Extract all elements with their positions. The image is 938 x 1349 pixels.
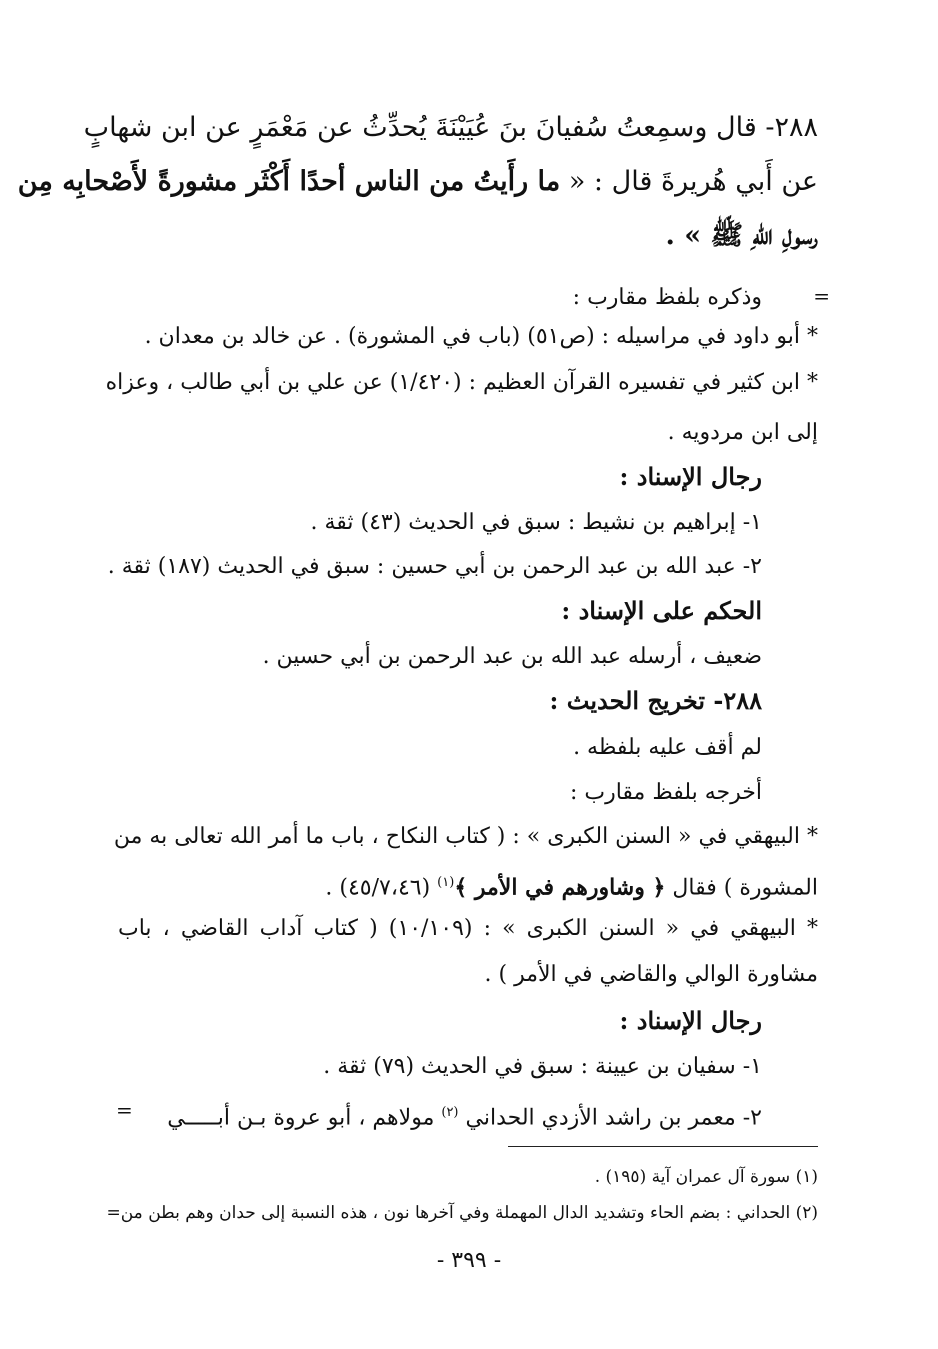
rijal-2-item-2-suffix: مولاهم ، أبو عروة بـن أبـــــي (167, 1105, 442, 1131)
bayhaqi-1-line-a: * البيهقي في « السنن الكبرى » : ( كتاب النكاح ، باب ما أمر الله تعالى به من (113, 824, 818, 849)
takhrij-heading: ٢٨٨- تخريج الحديث : (549, 686, 762, 715)
footnote-2: (٢) الحداني : بضم الحاء وتشديد الدال المهملة وفي آخرها نون ، هذه النسبة إلى حدان وهم بطن من= (106, 1203, 818, 1223)
rijal-2-item-2-prefix: ٢- معمر بن راشد الأزدي الحداني (458, 1105, 762, 1131)
bayhaqi-2-line-b: مشاورة الوالي والقاضي في الأمر ) . (484, 962, 818, 987)
bayhaqi-2-line-a: * البيهقي في « السنن الكبرى » : (١٠/١٠٩) ( كتاب آداب القاضي ، باب (118, 916, 819, 941)
akhrajahu-text: أخرجه بلفظ مقارب : (569, 780, 762, 805)
abu-dawud-reference: * أبو داود في مراسيله : (ص٥١) (باب في المشورة) . عن خالد بن معدان . (144, 324, 818, 349)
lam-aqif-text: لم أقف عليه بلفظه . (573, 735, 762, 760)
footnote-separator (508, 1146, 818, 1147)
hukm-heading: الحكم على الإسناد : (561, 596, 762, 625)
footnote-marker-2: (٢) (441, 1105, 459, 1120)
hadith-narrator: عن أَبي هُريرةَ قال : « (560, 166, 818, 197)
rijal-1-item-1: ١- إبراهيم بن نشيط : سبق في الحديث (٤٣) ثقة . (310, 510, 762, 535)
footnote-1: (١) سورة آل عمران آية (١٩٥) . (594, 1167, 818, 1187)
rijal-1-item-2: ٢- عبد الله بن عبد الرحمن بن أبي حسين : سبق في الحديث (١٨٧) ثقة . (107, 554, 762, 579)
rijal-heading-1: رجال الإسناد : (619, 462, 762, 491)
ibn-kathir-reference-2: إلى ابن مردويه . (667, 420, 818, 445)
continuation-mark-bottom: = (116, 1098, 133, 1122)
page-number: - ٣٩٩ - (436, 1248, 502, 1273)
bayhaqi-1-prefix: المشورة ) فقال (665, 875, 818, 901)
ibn-kathir-reference-1: * ابن كثير في تفسيره القرآن العظيم : (١/٤٢٠) عن علي بن أبي طالب ، وعزاه (105, 370, 818, 395)
bayhaqi-1-suffix: (٤٥/٧،٤٦) . (325, 875, 438, 901)
quran-quote: ﴿ وشاورهم في الأمر ﴾ (454, 874, 666, 901)
hadith-line-1 (83, 108, 818, 148)
rijal-heading-2: رجال الإسناد : (619, 1006, 762, 1035)
hadith-number-text: ٢٨٨- قال وسمِعتُ سُفيانَ بنَ عُيَيْنَةَ يُحدِّثُ عن مَعْمَرٍ عن ابن شهابٍ (83, 112, 818, 143)
hadith-line-3: رسولِ اللهِ ﷺ » . (665, 220, 818, 251)
rijal-2-item-1: ١- سفيان بن عيينة : سبق في الحديث (٧٩) ثقة . (323, 1054, 762, 1079)
hukm-text: ضعيف ، أرسله عبد الله بن عبد الرحمن بن أبي حسين . (262, 644, 762, 669)
continuation-mark: = (813, 284, 830, 308)
rijal-2-item-2 (167, 1098, 762, 1133)
hadith-quote: ما رأَيتُ من الناس أحدًا أَكْثَر مشورةً لأَصْحابِه مِن (17, 166, 561, 197)
commentary-intro: وذكره بلفظ مقارب : (572, 285, 762, 310)
footnote-marker-1: (١) (437, 875, 455, 890)
hadith-line-2 (17, 162, 818, 202)
bayhaqi-1-line-b (325, 868, 818, 903)
